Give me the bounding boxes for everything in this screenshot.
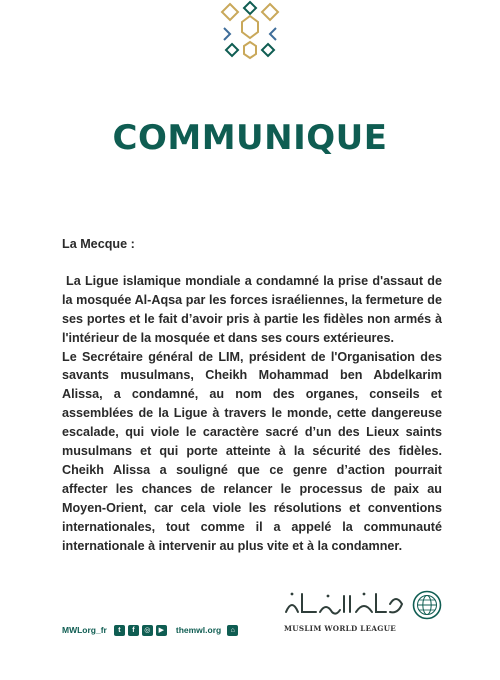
arabic-calligraphy-logo xyxy=(282,590,406,618)
social-handle[interactable]: MWLorg_fr xyxy=(62,625,107,635)
globe-emblem-icon xyxy=(412,590,442,620)
instagram-icon[interactable]: ◎ xyxy=(142,625,153,636)
page-title: COMMUNIQUE xyxy=(112,118,388,158)
dateline: La Mecque : xyxy=(62,237,135,251)
paragraph-1: La Ligue islamique mondiale a condamné la prise d'assaut de la mosquée Al-Aqsa par les forces israéliennes, la fermeture de ses portes et le fait d’avoir pris à partie les fidèles non armés à l'intérieur de la mosquée et dans ses cours extérieures. xyxy=(62,273,442,345)
communique-body xyxy=(62,235,442,556)
footer-social xyxy=(62,624,238,636)
twitter-icon[interactable]: t xyxy=(114,625,125,636)
geometric-ornament-icon xyxy=(218,0,282,64)
youtube-icon[interactable]: ▶ xyxy=(156,625,167,636)
home-icon[interactable]: ⌂ xyxy=(227,625,238,636)
facebook-icon[interactable]: f xyxy=(128,625,139,636)
league-name: MUSLIM WORLD LEAGUE xyxy=(284,624,397,633)
paragraph-2: Le Secrétaire général de LIM, président de l'Organisation des savants musulmans, Cheikh Mohammad ben Abdelkarim Alissa, a condamné, au nom des organes, conseils et assemblées de la Ligue à travers le monde, cette dangereuse escalade, qui viole le caractère sacré d’un des Lieux saints musulmans et qui porte atteinte à la sécurité des fidèles. Cheikh Alissa a souligné que ce genre d’action pourrait affecter les chances de relancer le processus de paix au Moyen-Orient, car cela viole les résolutions et conventions internationales, tout comme il a appelé la communauté internationale à intervenir au plus vite et à la condamner. xyxy=(62,349,442,553)
website-link[interactable]: themwl.org xyxy=(175,625,222,635)
mwl-logo xyxy=(282,584,444,642)
